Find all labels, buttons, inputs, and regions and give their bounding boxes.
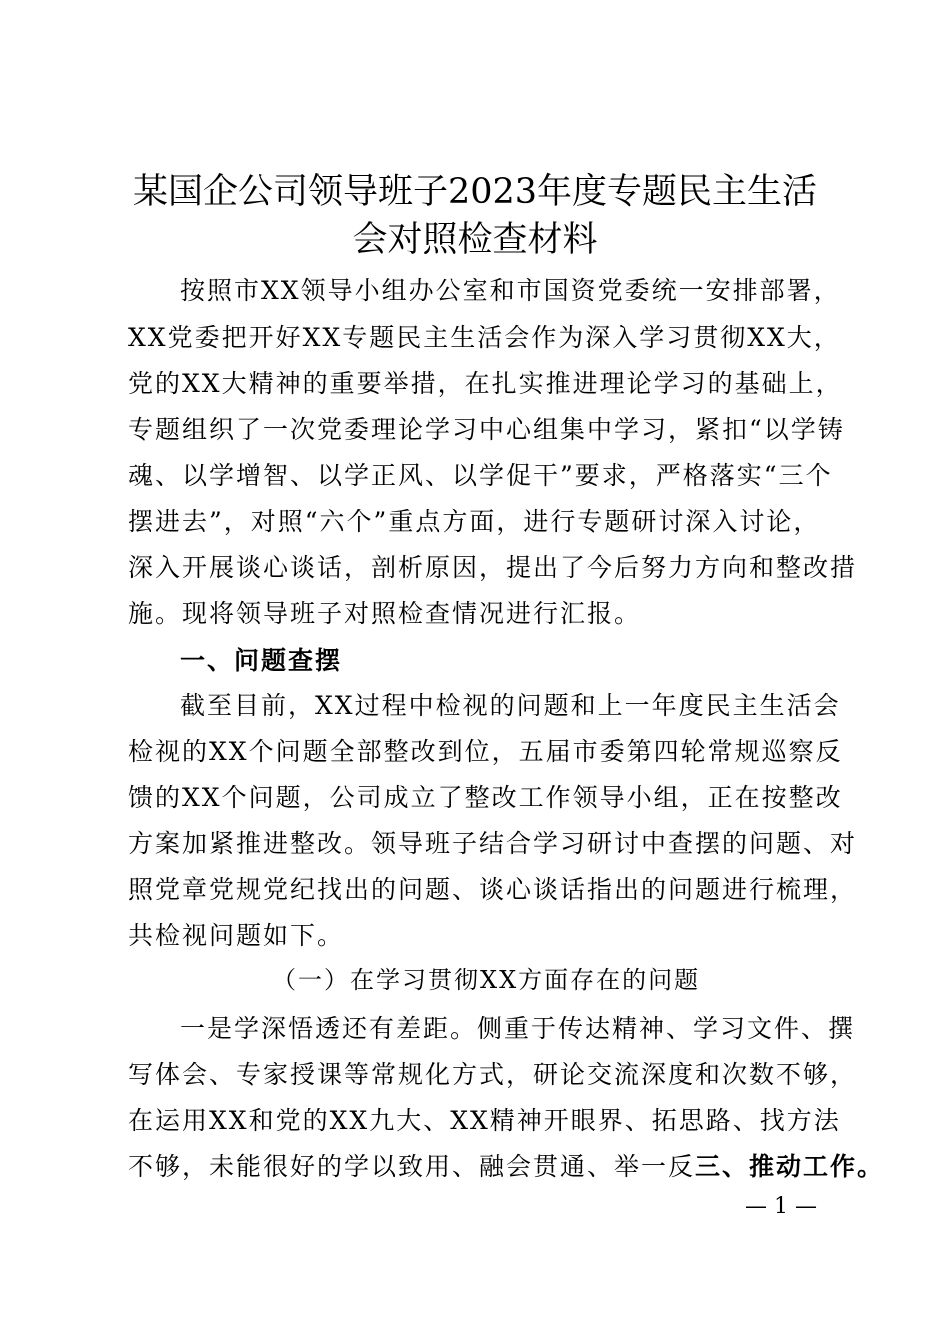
last-line-text: 不够，未能很好的学以致用、融会贯通、举一反 — [128, 1152, 696, 1181]
section-line: 照党章党规党纪找出的问题、谈心谈话指出的问题进行梳理， — [128, 875, 858, 904]
intro-line: 深入开展谈心谈话，剖析原因，提出了今后努力方向和整改措 — [128, 553, 858, 582]
section-line: 方案加紧推进整改。领导班子结合学习研讨中查摆的问题、对 — [128, 829, 858, 858]
section-heading: 一、问题查摆 — [180, 646, 343, 675]
intro-line: 党的XX大精神的重要举措，在扎实推进理论学习的基础上， — [128, 369, 843, 398]
document-title-line-1: 某国企公司领导班子2023年度专题民主生活 — [132, 172, 818, 212]
document-title-line-2: 会对照检查材料 — [352, 220, 598, 260]
subsection-line: 在运用XX和党的XX九大、XX精神开眼界、拓思路、找方法 — [128, 1106, 841, 1135]
intro-line: 按照市XX领导小组办公室和市国资党委统一安排部署， — [180, 276, 841, 305]
intro-line: 摆进去”，对照“六个”重点方面，进行专题研讨深入讨论， — [128, 507, 821, 536]
subsection-last-line — [128, 1152, 885, 1181]
intro-line: 施。现将领导班子对照检查情况进行汇报。 — [128, 599, 642, 628]
intro-line: 魂、以学增智、以学正风、以学促干”要求，严格落实“三个 — [128, 461, 833, 490]
last-line-bold-text: 三、推动工作。 — [695, 1152, 885, 1181]
section-line: 共检视问题如下。 — [128, 921, 345, 950]
subsection-line: 一是学深悟透还有差距。侧重于传达精神、学习文件、撰 — [180, 1014, 856, 1043]
section-line: 检视的XX个问题全部整改到位，五届市委第四轮常规巡察反 — [128, 737, 843, 766]
subsection-heading: （一）在学习贯彻XX方面存在的问题 — [272, 966, 701, 994]
intro-line: XX党委把开好XX专题民主生活会作为深入学习贯彻XX大， — [128, 323, 841, 352]
intro-line: 专题组织了一次党委理论学习中心组集中学习，紧扣“以学铸 — [128, 415, 845, 444]
page-number: — 1 — — [745, 1194, 817, 1219]
section-line: 截至目前，XX过程中检视的问题和上一年度民主生活会 — [180, 691, 841, 720]
subsection-line: 写体会、专家授课等常规化方式，研论交流深度和次数不够， — [128, 1060, 858, 1089]
section-line: 馈的XX个问题，公司成立了整改工作领导小组，正在按整改 — [128, 783, 843, 812]
